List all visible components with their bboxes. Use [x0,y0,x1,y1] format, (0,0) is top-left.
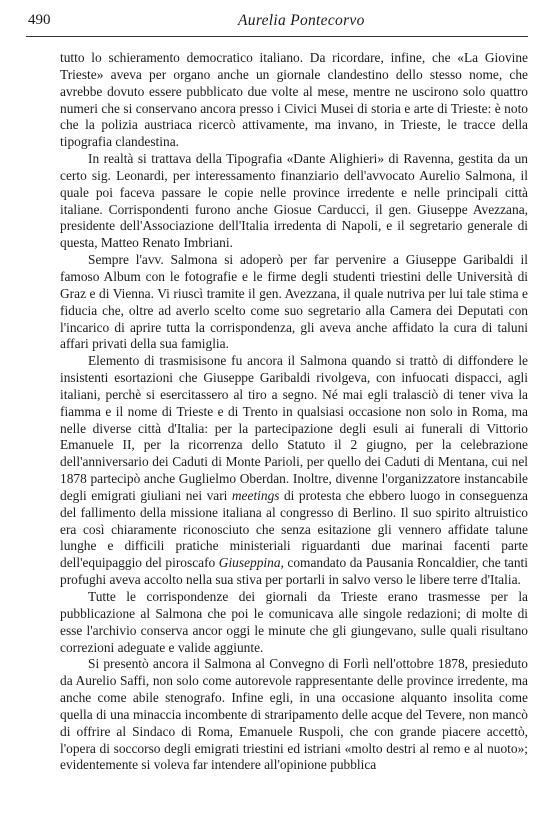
paragraph-1 [60,50,528,151]
text-segment: Tutte le corrispondenze dei giornali da Trieste erano trasmesse per la pubblicazione al Salmona che poi le comunicava alle singole redazioni; di molte di esse l'archivio conserva ancor oggi le minute che gli giungevano, sulle quali risultano correzioni adeguate e valide aggiunte. [60,589,528,655]
page-number: 490 [28,12,51,28]
text-segment: Sempre l'avv. Salmona si adoperò per far pervenire a Giuseppe Garibaldi il famoso Album con le fotografie e le firme degli studenti triestini delle Università di Graz e di Vienna. Vi riuscì tramite il gen. Avezzana, il quale nutriva per lui tale stima e fiducia che, oltre ad averlo scelto come suo segretario alla Camera dei Deputati con l'incarico di aprire tutta la corrispondenza, gli aveva anche affidato la cura di taluni affari privati della sua famiglia. [60,252,528,352]
text-segment: In realtà si trattava della Tipografia «Dante Alighieri» di Ravenna, gestita da un certo sig. Leonardi, per interessamento finanziario dell'avvocato Aurelio Salmona, il quale poi faceva passare le copie nelle province irredente e nelle principali città italiane. Corrispondenti furono anche Giosue Carducci, il gen. Giuseppe Avezzana, presidente dell'Associazione dell'Italia irredenta di Napoli, e il segretario generale di questa, Matteo Renato Imbriani. [60,151,528,251]
paragraph-4 [60,353,528,589]
paragraph-6 [60,656,528,774]
paragraph-5 [60,589,528,656]
body-text [60,50,528,774]
text-segment: di protesta che ebbero luogo in conseguenza del fallimento della missione italiana al congresso di Berlino. Il suo spirito altruistico era così chiaramente riconosciuto che senza esitazione gli vennero affidate talune lunghe e difficili pratiche ministeriali riguardanti due marinai facenti parte dell'equipaggio del piroscafo [60,487,528,571]
text-segment: Elemento di trasmisisone fu ancora il Salmona quando si trattò di diffondere le insistenti esortazioni che Giuseppe Garibaldi rivolgeva, con infuocati dispacci, agli italiani, perchè si esercitassero al tiro a segno. Né mai egli tralasciò di tener viva la fiamma e il nome di Trieste e di Trento in qualsiasi occasione non solo in Roma, ma nelle diverse città d'Italia: per la partecipazione degli esuli ai funerali di Vittorio Emanuele II, per la ricorrenza dello Statuto il 2 giugno, per la celebrazione dell'anniversario dei Caduti di Monte Parioli, per quello dei Caduti di Mentana, cui nel 1878 partecipò anche Guglielmo Oberdan. Inoltre, divenne l'organizzatore instancabile degli emigrati giuliani nei vari [60,353,528,503]
header-rule [26,36,528,37]
paragraph-3 [60,252,528,353]
page-header [28,12,526,34]
italic-ship-name: Giuseppina, [218,555,284,571]
text-segment: tutto lo schieramento democratico italiano. Da ricordare, infine, che «La Giovine Trieste» aveva per organo anche un giornale clandestino dello stesso nome, che avrebbe dovuto essere pubblicato due volte al mese, mentre ne uscirono solo quattro numeri che si conservano ancora presso i Civici Musei di storia e arte di Trieste: è noto che la polizia austriaca ricercò attivamente, ma invano, in Trieste, le tracce della tipografia clandestina. [60,50,528,150]
text-segment: Si presentò ancora il Salmona al Convegno di Forlì nell'ottobre 1878, presieduto da Aurelio Saffi, non solo come autorevole rappresentante delle province irredente, ma anche come abile stenografo. Infine egli, in una occasione alquanto insolita come quella di una minaccia incombente di straripamento delle acque del Tevere, non mancò di offrire al Sindaco di Roma, Emanuele Ruspoli, che con grande piacere accettò, l'opera di soccorso degli emigrati triestini ed istriani «molto destri al remo e al nuoto»; evidentemente si voleva far intendere all'opinione pubblica [60,656,528,773]
text-segment: comandato da Pausania Roncaldier, che tanti profughi aveva accolto nella sua stiva per portarli in salvo verso le libere terre d'Italia. [60,555,529,588]
running-head: Aurelia Pontecorvo [238,12,365,29]
paragraph-2 [60,151,528,252]
italic-term-meetings: meetings [231,487,280,503]
